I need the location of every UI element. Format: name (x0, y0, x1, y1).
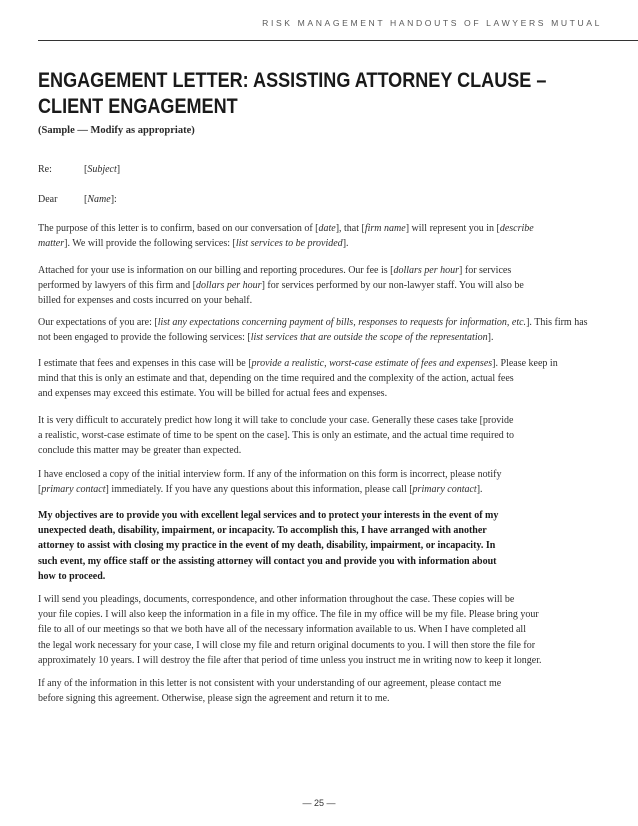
paragraph-interview-form (38, 467, 600, 497)
placeholder-text: firm name (364, 223, 406, 234)
dear-label: Dear (38, 194, 58, 205)
paragraph-fees (38, 263, 600, 309)
text-line: a realistic, worst-case estimate of time to be spent on the case]. This is only an estimate, and the actual time required to (38, 430, 515, 442)
title-line-2: CLIENT ENGAGEMENT (38, 95, 238, 118)
text: ]. (342, 238, 349, 250)
bracket: [ (84, 164, 88, 175)
text: ] will represent you in [ (405, 223, 500, 234)
paragraph-purpose (38, 221, 600, 251)
text: ] for services (459, 265, 512, 276)
text-line: My objectives are to provide you with excellent legal services and to protect your interests in the event of my (38, 510, 499, 521)
text-line: and expenses may exceed this estimate. You will be billed for actual fees and expenses. (38, 388, 388, 400)
text: ]. We will provide the following services: [ (64, 238, 236, 250)
text: not been engaged to provide the following services: [ (38, 332, 251, 344)
running-header: RISK MANAGEMENT HANDOUTS OF LAWYERS MUTUAL (262, 18, 602, 28)
text: performed by lawyers of this firm and [ (38, 280, 197, 292)
text-line: your file copies. I will also keep the information in a file in my office. The file in my office will be my file. Please bring your (38, 609, 539, 621)
text: ] immediately. If you have any questions about this information, please call [ (105, 484, 413, 496)
text-line: conclude this matter may be greater than expected. (38, 445, 242, 457)
placeholder-text: date (318, 223, 336, 234)
placeholder-text: describe (499, 223, 534, 234)
placeholder-text: primary contact (412, 484, 477, 496)
re-value: Subject (87, 164, 117, 175)
text: The purpose of this letter is to confirm, based on our conversation of [ (38, 223, 319, 234)
text-line: mind that this is only an estimate and that, depending on the time required and the complexity of the action, actual fees (38, 373, 514, 385)
text-line: unexpected death, disability, impairment, or incapacity. To accomplish this, I have arranged with another (38, 525, 487, 537)
text-line: approximately 10 years. I will destroy the file after that period of time unless you instruct me in writing now to keep it longer. (38, 654, 542, 666)
text-line: how to proceed. (38, 570, 106, 582)
bracket: ]: (110, 194, 117, 205)
text-line: such event, my office staff or the assisting attorney will contact you and provide you with information about (38, 555, 497, 567)
text-line: file to all of our meetings so that we both have all of the necessary information available to us. When I have completed all (38, 624, 526, 636)
text: I estimate that fees and expenses in this case will be [ (38, 358, 252, 369)
paragraph-estimate (38, 356, 600, 402)
text: ]. (476, 484, 483, 496)
text: Our expectations of you are: [ (38, 317, 158, 328)
header-rule (38, 40, 638, 41)
title-line-1: ENGAGEMENT LETTER: ASSISTING ATTORNEY CLAUSE – (38, 69, 547, 92)
text-line: It is very difficult to accurately predict how long it will take to conclude your case. Generally these cases take [provide (38, 415, 514, 426)
text-line: I have enclosed a copy of the initial interview form. If any of the information on this form is incorrect, please notify (38, 469, 502, 480)
text: Attached for your use is information on our billing and reporting procedures. Our fee is [ (38, 265, 394, 276)
salutation-line (38, 194, 117, 205)
placeholder-text: list services to be provided (235, 238, 343, 250)
dear-value: Name (87, 194, 111, 205)
text: ] for services performed by our non-lawyer staff. You will also be (261, 280, 524, 292)
text-line: the legal work necessary for your case, I will close my file and return original documents to you. I will then store the file for (38, 639, 536, 651)
text-line: attorney to assist with closing my practice in the event of my death, disability, impairment, or incapacity. In (38, 540, 496, 552)
paragraph-objectives (38, 508, 600, 584)
document-subtitle: (Sample — Modify as appropriate) (38, 125, 195, 136)
bracket: ] (116, 164, 121, 175)
re-label: Re: (38, 164, 52, 175)
paragraph-expectations (38, 315, 600, 345)
paragraph-file-copies (38, 592, 600, 668)
text-line: before signing this agreement. Otherwise, please sign the agreement and return it to me. (38, 693, 390, 705)
page-number: — 25 — (302, 798, 336, 808)
placeholder-text: primary contact (41, 484, 106, 496)
text-line: If any of the information in this letter is not consistent with your understanding of our agreement, please contact me (38, 678, 502, 689)
re-line (38, 164, 120, 175)
placeholder-text: dollars per hour (196, 280, 262, 292)
text: ]. (487, 332, 494, 344)
text: ]. Please keep in (492, 358, 558, 369)
text-line: billed for expenses and costs incurred on your behalf. (38, 295, 253, 307)
placeholder-text: dollars per hour (393, 265, 460, 276)
text: ]. This firm has (526, 317, 588, 328)
text: [ (38, 484, 42, 496)
paragraph-timeline (38, 413, 600, 459)
document-title (38, 68, 597, 120)
placeholder-text: list services that are outside the scope of the representation (250, 332, 488, 344)
bracket: [ (84, 194, 88, 205)
text-line: I will send you pleadings, documents, correspondence, and other information throughout the case. These copies will be (38, 594, 515, 605)
placeholder-text: list any expectations concerning payment of bills, responses to requests for information, etc. (157, 317, 527, 328)
paragraph-closing (38, 676, 600, 706)
placeholder-text: matter (38, 238, 65, 250)
placeholder-text: provide a realistic, worst-case estimate of fees and expenses (251, 358, 493, 369)
text: ], that [ (335, 223, 365, 234)
